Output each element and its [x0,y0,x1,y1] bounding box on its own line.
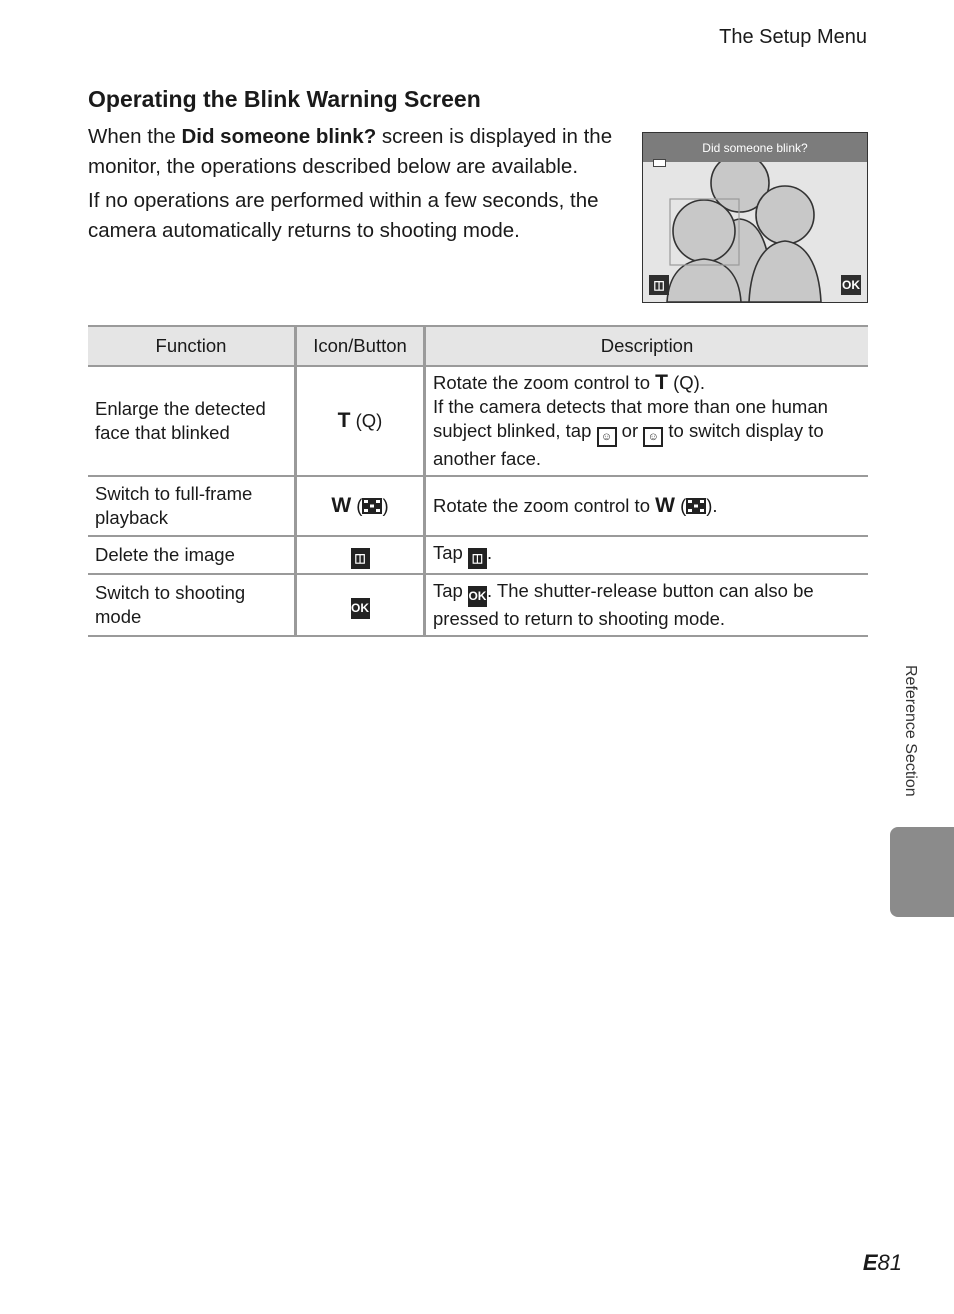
thumbnail-grid-icon [686,498,706,514]
button-cell [296,574,425,636]
face-prev-icon: ☺ [597,427,617,447]
function-cell: Delete the image [88,536,296,574]
function-cell: Switch to shooting mode [88,574,296,636]
header-function: Function [88,326,296,366]
trash-icon: ◫ [468,548,487,569]
intro-p1-suffix: screen is displayed in the monitor, the operations described below are available. [88,125,613,178]
table-row [88,536,868,574]
button-cell [296,366,425,476]
intro-p1-bold: Did someone blink? [181,125,377,148]
trash-icon: ◫ [351,548,370,569]
desc-text: Tap [433,580,468,601]
page-num: 81 [877,1250,902,1275]
table-row [88,574,868,636]
screen-title-bar: Did someone blink? [643,133,867,162]
header-description: Description [425,326,869,366]
table-header-row [88,326,868,366]
desc-text: ). [693,372,705,393]
description-cell: Rotate the zoom control to W ( ). [425,476,869,536]
section-title: Operating the Blink Warning Screen [88,86,481,112]
side-section-label: Reference Section [902,665,919,797]
running-header: The Setup Menu [719,26,867,48]
battery-indicator-icon [653,159,666,167]
function-cell: Switch to full-frame playback [88,476,296,536]
page-number [863,1250,902,1276]
magnify-icon: Q [361,410,377,431]
table-row [88,476,868,536]
thumbnail-grid-icon [362,498,382,514]
ok-button-icon: OK [468,586,487,607]
desc-text: Tap [433,542,468,563]
ok-button-icon: OK [351,598,370,619]
desc-text: Rotate the zoom control to [433,495,656,516]
desc-text: . The shutter-release button can also be pressed to return to shooting mode. [433,580,814,629]
button-cell: W ( ) [296,476,425,536]
description-cell [425,366,869,476]
magnify-icon: Q [679,372,694,393]
ok-button-icon: OK [841,275,861,295]
intro-paragraph-1 [88,122,613,181]
desc-text: ). [706,495,718,516]
desc-text: ( [667,372,680,393]
paren-open: ( [355,410,362,431]
side-section-tab [890,827,954,917]
button-cell [296,536,425,574]
t-zoom-icon: T [337,409,351,432]
desc-text: or [616,420,644,441]
description-cell [425,536,869,574]
desc-text: . [486,542,493,563]
operations-table [88,325,868,637]
w-zoom-icon: W [655,494,675,517]
page-prefix: E [862,1250,878,1275]
intro-paragraph-2: If no operations are performed within a few seconds, the camera automatically returns to shooting mode. [88,189,599,242]
w-zoom-icon: W [331,494,352,517]
header-icon-button: Icon/Button [296,326,425,366]
desc-text: If the camera detects that more than one human subject blinked, tap [433,396,828,441]
function-cell: Enlarge the detected face that blinked [88,366,296,476]
desc-text: to switch display to another face. [433,420,824,469]
face-next-icon: ☺ [643,427,663,447]
table-row [88,366,868,476]
intro-p1-prefix: When the [88,125,182,148]
blink-warning-screen-illustration [642,132,868,303]
trash-icon: ◫ [649,275,669,295]
paren-close: ) [376,410,383,431]
intro-text [88,122,613,250]
desc-text: Rotate the zoom control to [433,372,656,393]
description-cell [425,574,869,636]
t-zoom-icon: T [655,371,668,394]
